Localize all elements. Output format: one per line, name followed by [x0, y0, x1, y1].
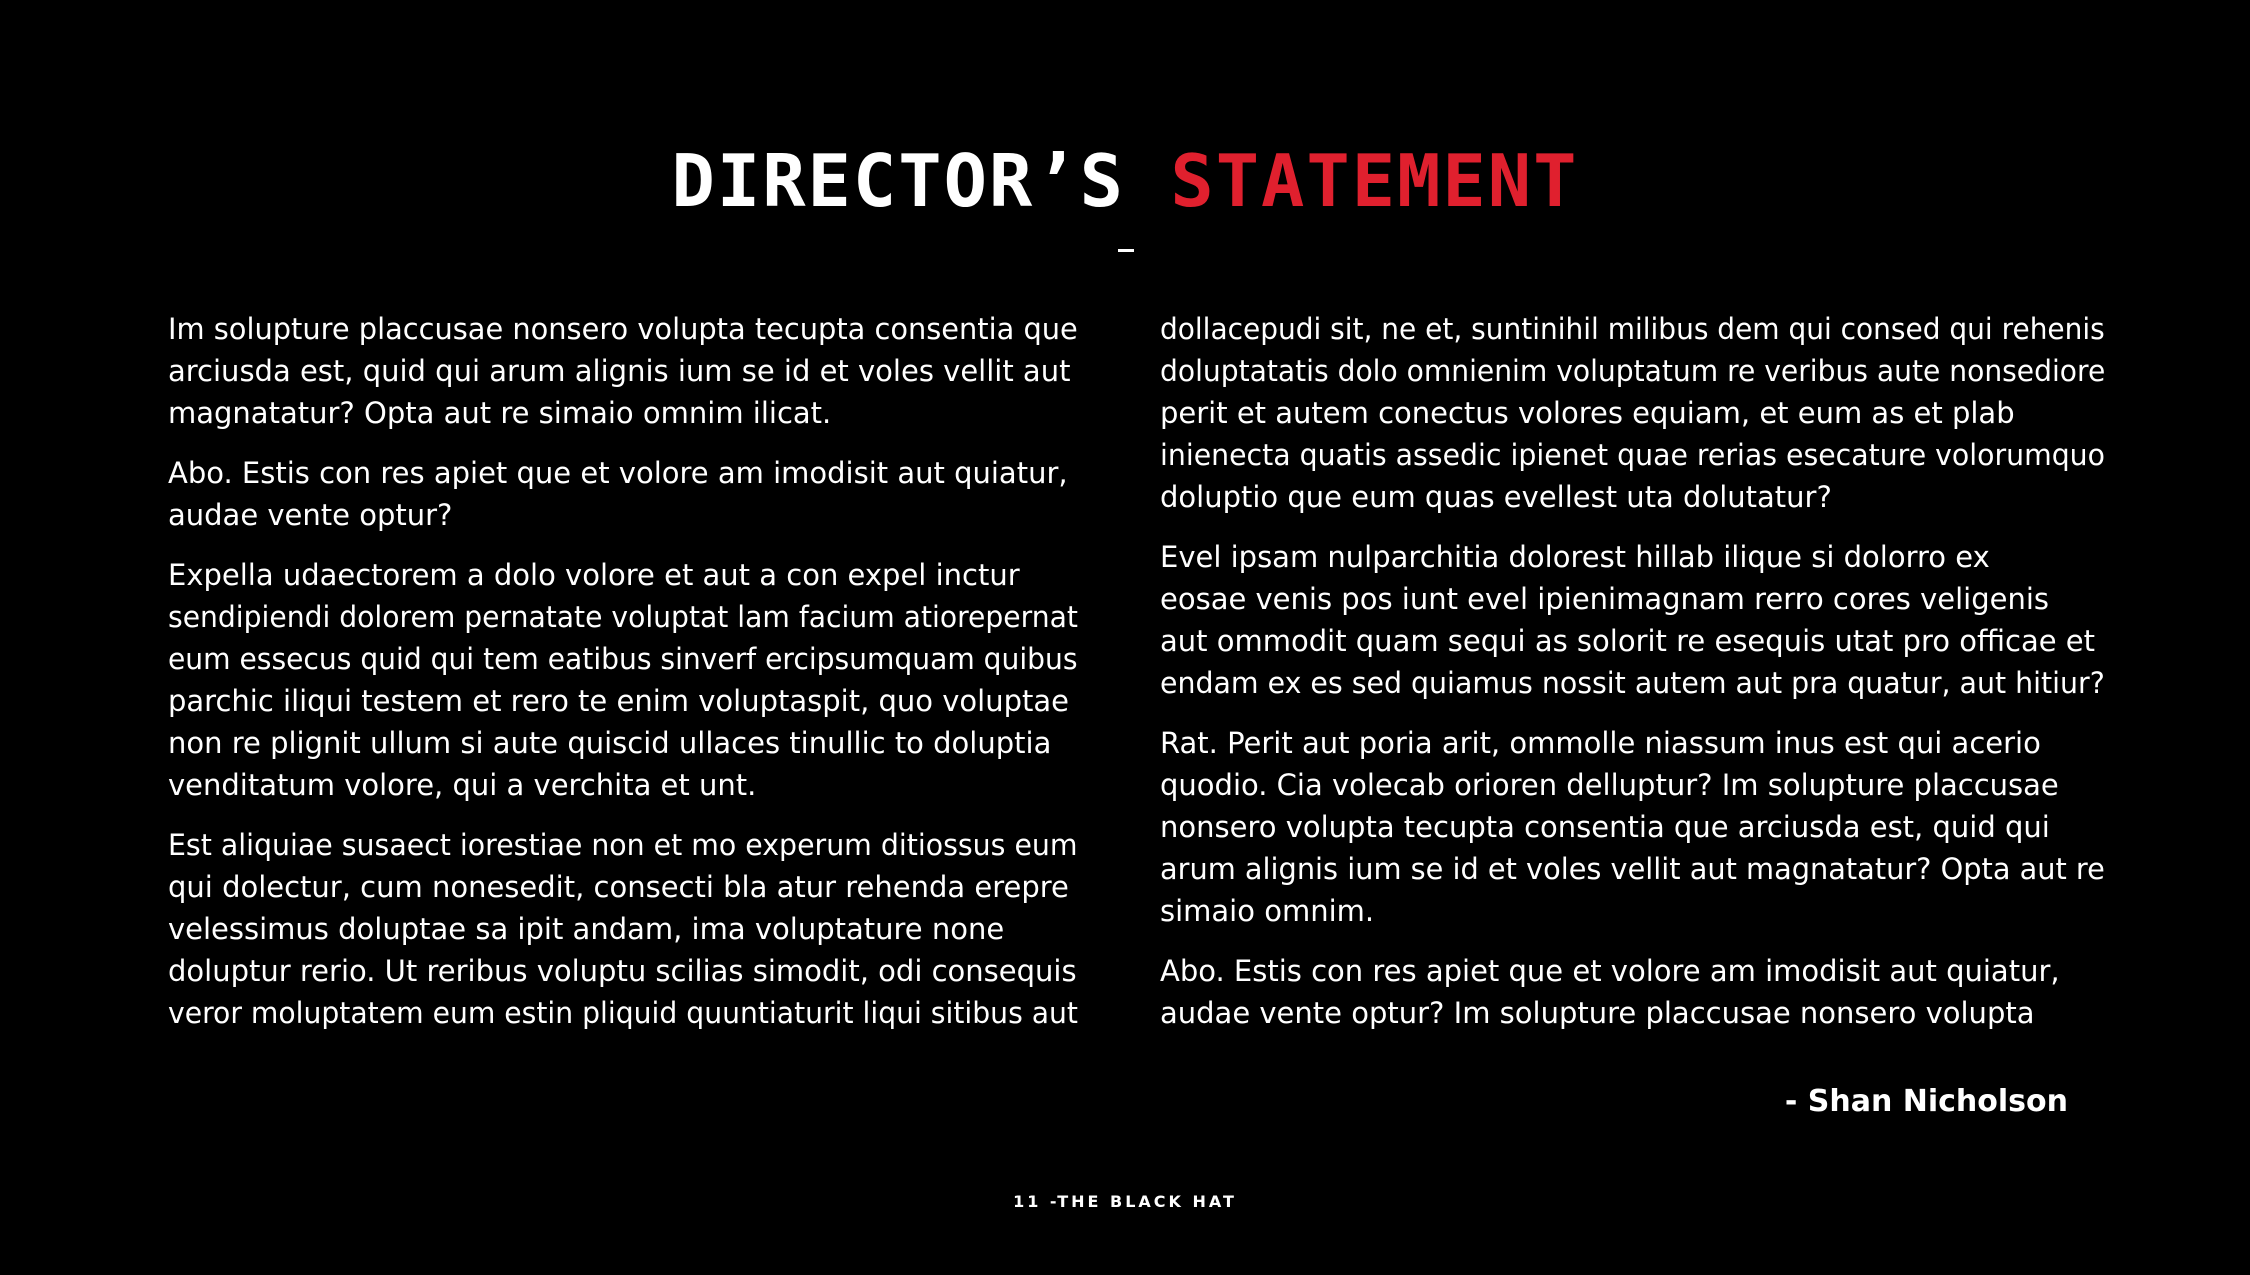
- text-line: doluptatatis dolo omnienim voluptatum re veribus aute nonsediore: [1160, 354, 2106, 388]
- page-footer: 11 -THE BLACK HAT: [1013, 1192, 1237, 1211]
- paragraph: [168, 824, 1078, 1034]
- paragraph: [1160, 308, 2105, 518]
- text-line: perit et autem conectus volores equiam, et eum as et plab: [1160, 396, 2015, 430]
- paragraph: [168, 452, 1078, 536]
- paragraph: [1160, 950, 2105, 1034]
- text-line: magnatatur? Opta aut re simaio omnim ilicat.: [168, 396, 832, 430]
- text-line: arum alignis ium se id et voles vellit aut magnatatur? Opta aut re: [1160, 852, 2105, 886]
- text-line: qui dolectur, cum nonesedit, consecti bla atur rehenda erepre: [168, 870, 1069, 904]
- text-line: Expella udaectorem a dolo volore et aut a con expel inctur: [168, 558, 1020, 592]
- title-word-statement: STATEMENT: [1170, 139, 1579, 223]
- text-line: inienecta quatis assedic ipienet quae rerias esecature volorumquo: [1160, 438, 2105, 472]
- text-line: Rat. Perit aut poria arit, ommolle niassum inus est qui acerio: [1160, 726, 2041, 760]
- text-line: doluptio que eum quas evellest uta dolutatur?: [1160, 480, 1832, 514]
- text-line: Abo. Estis con res apiet que et volore am imodisit aut quiatur,: [168, 456, 1068, 490]
- paragraph: [168, 554, 1078, 806]
- text-line: aut ommodit quam sequi as solorit re esequis utat pro officae et: [1160, 624, 2095, 658]
- statement-column-left: [168, 308, 1078, 1052]
- text-line: quodio. Cia volecab orioren delluptur? Im solupture placcusae: [1160, 768, 2059, 802]
- paragraph: [1160, 722, 2105, 932]
- text-line: dollacepudi sit, ne et, suntinihil milibus dem qui consed qui rehenis: [1160, 312, 2105, 346]
- title-word-directors: DIRECTOR’S: [671, 139, 1125, 223]
- text-line: venditatum volore, qui a verchita et unt.: [168, 768, 757, 802]
- text-line: doluptur rerio. Ut reribus voluptu scilias simodit, odi consequis: [168, 954, 1077, 988]
- text-line: audae vente optur?: [168, 498, 453, 532]
- title-underline-divider: [1118, 249, 1134, 252]
- text-line: audae vente optur? Im solupture placcusae nonsero volupta: [1160, 996, 2035, 1030]
- text-line: non re plignit ullum si aute quiscid ullaces tinullic to doluptia: [168, 726, 1052, 760]
- paragraph: [1160, 536, 2105, 704]
- text-line: endam ex es sed quiamus nossit autem aut pra quatur, aut hitiur?: [1160, 666, 2105, 700]
- text-line: sendipiendi dolorem pernatate voluptat lam facium atiorepernat: [168, 600, 1078, 634]
- text-line: nonsero volupta tecupta consentia que arciusda est, quid qui: [1160, 810, 2050, 844]
- text-line: arciusda est, quid qui arum alignis ium se id et voles vellit aut: [168, 354, 1071, 388]
- text-line: parchic iliqui testem et rero te enim voluptaspit, quo voluptae: [168, 684, 1069, 718]
- paragraph: [168, 308, 1078, 434]
- text-line: simaio omnim.: [1160, 894, 1375, 928]
- text-line: velessimus doluptae sa ipit andam, ima voluptature none: [168, 912, 1005, 946]
- page-title: [0, 140, 2250, 222]
- text-line: eosae venis pos iunt evel ipienimagnam rerro cores veligenis: [1160, 582, 2049, 616]
- statement-column-right: [1160, 308, 2105, 1052]
- text-line: Abo. Estis con res apiet que et volore am imodisit aut quiatur,: [1160, 954, 2060, 988]
- text-line: veror moluptatem eum estin pliquid quuntiaturit liqui sitibus aut: [168, 996, 1079, 1030]
- text-line: eum essecus quid qui tem eatibus sinverf ercipsumquam quibus: [168, 642, 1078, 676]
- author-signature: - Shan Nicholson: [1784, 1084, 2068, 1119]
- text-line: Im solupture placcusae nonsero volupta tecupta consentia que: [168, 312, 1078, 346]
- text-line: Evel ipsam nulparchitia dolorest hillab ilique si dolorro ex: [1160, 540, 1990, 574]
- text-line: Est aliquiae susaect iorestiae non et mo experum ditiossus eum: [168, 828, 1078, 862]
